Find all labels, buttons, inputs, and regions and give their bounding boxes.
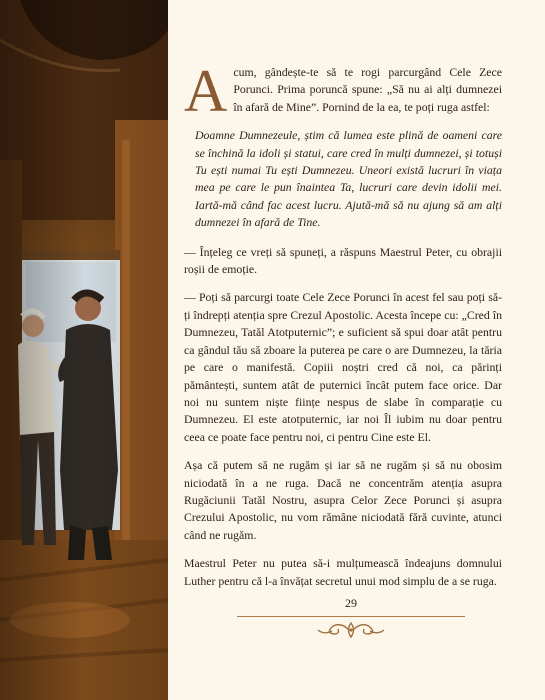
- page-number: 29: [345, 596, 357, 610]
- prayer-paragraph: Doamne Dumnezeule, știm că lumea este plină de oameni care se închină la idoli și statui, care cred în mulți dumnezei, și totuși Tu ești numai Tu ești Dumnezeu. Uneori există lucruri în viața mea pe care le pun înaintea Ta, lucruri care devin idolii mei. Iartă-mă când fac acest lucru. Ajută-mă să nu ajung să am alți dumnezei în afară de Tine.: [195, 128, 502, 230]
- intro-text: cum, gândește-te să te rogi parcurgând Cele Zece Porunci. Prima poruncă spune: „Să nu ai alți dumnezei în afară de Mine”. Pornind de la ea, te poți ruga astfel:: [233, 65, 502, 114]
- page-footer: [237, 596, 465, 641]
- ornament-icon: [316, 619, 386, 641]
- intro-paragraph: [184, 58, 502, 124]
- painting-image: [0, 0, 168, 700]
- narration-paragraph-1: Așa că putem să ne rugăm și iar să ne rugăm și să nu obosim niciodată în a ne ruga. Dacă ne concentrăm atenția asupra Rugăciunii Tatăl Nostru, asupra Celor Zece Porunci și asupra Crezului Apostolic, nu vom rămâne niciodată fără cuvinte, atunci când ne rugăm.: [184, 458, 502, 542]
- narration-paragraph-2: Maestrul Peter nu putea să-i mulțumească îndeajuns domnului Luther pentru că l-a învățat secretul unui mod simplu de a se ruga.: [184, 556, 502, 588]
- footer-rule: [237, 616, 465, 617]
- drop-cap: A: [184, 58, 228, 124]
- text-column: [184, 58, 502, 601]
- dialogue-paragraph-2: — Poți să parcurgi toate Cele Zece Porunci în acest fel sau poți să-ți îndrepți atenția spre Crezul Apostolic. Acesta începe cu: „Cred în Dumnezeu, Tatăl Atotputernic”; e suficient să spui doar atât pentru ca gândul tău să zboare la puterea pe care o are Dumnezeu, la tăria pe care o manifestă. Copiii noștri cred că noi, ca părinți pământești, suntem atât de puternici încât putem face orice. Dar noi nu suntem niște ființe nespus de slabe în comparație cu Dumnezeu. El este atotputernic, iar noi Îl iubim nu doar pentru ceea ce poate face pentru noi, ci pentru Cine este El.: [184, 290, 502, 444]
- dialogue-paragraph-1: — Înțeleg ce vreți să spuneți, a răspuns Maestrul Peter, cu obrajii roșii de emoție.: [184, 244, 502, 277]
- illustration-panel: [0, 0, 168, 700]
